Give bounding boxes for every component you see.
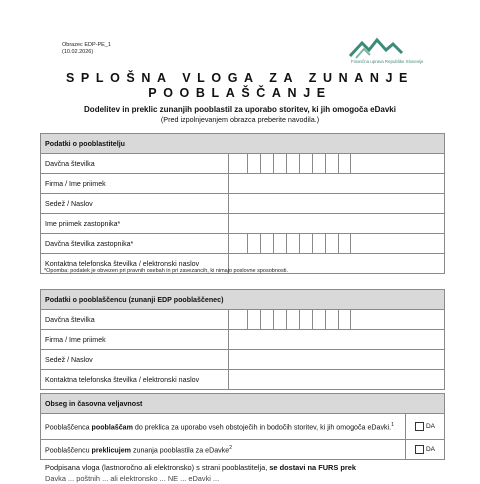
- section-header: Podatki o pooblastitelju: [41, 134, 445, 154]
- tax-number-input[interactable]: [229, 154, 445, 174]
- agent-name-input[interactable]: [229, 330, 445, 350]
- agent-contact-input[interactable]: [229, 370, 445, 390]
- revoke-checkbox[interactable]: DA: [406, 440, 445, 460]
- field-label: Davčna številka: [41, 310, 229, 330]
- field-label: Firma / Ime priimek: [41, 330, 229, 350]
- field-label: Sedež / Naslov: [41, 194, 229, 214]
- table-row: [41, 214, 445, 234]
- page-title-line2: POOBLAŠČANJE: [148, 86, 332, 100]
- fu-logo: [346, 36, 424, 70]
- footer-paragraph-line2: Davka ... poštnih ... ali elektronsko ... NE ... eDavki ...: [45, 474, 220, 483]
- table-row: [41, 310, 445, 330]
- mountains-logo-icon: [346, 36, 424, 60]
- field-label: Firma / Ime priimek: [41, 174, 229, 194]
- form-code: [62, 42, 111, 55]
- table-row: [41, 194, 445, 214]
- page-title-line1: SPLOŠNA VLOGA ZA ZUNANJE: [66, 71, 414, 85]
- agent-address-input[interactable]: [229, 350, 445, 370]
- agent-tax-number-input[interactable]: [229, 310, 445, 330]
- section-header: Podatki o pooblaščencu (zunanji EDP pooblaščenec): [41, 290, 445, 310]
- field-label: Davčna številka: [41, 154, 229, 174]
- checkbox-icon[interactable]: [415, 422, 424, 431]
- grant-checkbox[interactable]: DA: [406, 414, 445, 440]
- table-row: [41, 234, 445, 254]
- footer-paragraph: Podpisana vloga (lastnoročno ali elektronsko) s strani pooblastitelja, se dostavi na FURS prek: [45, 463, 356, 472]
- representative-tax-number-input[interactable]: [229, 234, 445, 254]
- name-input[interactable]: [229, 174, 445, 194]
- form-instruction-note: (Pred izpolnjevanjem obrazca preberite navodila.): [160, 115, 320, 124]
- field-label: Ime priimek zastopnika*: [41, 214, 229, 234]
- form-code-number: Obrazec EDP-PE_1: [62, 42, 111, 48]
- table-row: [41, 330, 445, 350]
- table-row: [41, 370, 445, 390]
- checkbox-icon[interactable]: [415, 445, 424, 454]
- form-code-date: (10.02.2026): [62, 48, 94, 55]
- field-label: Davčna številka zastopnika*: [41, 234, 229, 254]
- address-input[interactable]: [229, 194, 445, 214]
- logo-caption: Finančna uprava Republike Slovenije: [351, 59, 424, 64]
- table-row: [41, 174, 445, 194]
- revoke-text: Pooblaščencu preklicujem zunanja pooblastila za eDavke$^2$: [41, 440, 406, 460]
- scope-section: [40, 393, 445, 460]
- table-row: [41, 414, 445, 440]
- section-header: Obseg in časovna veljavnost: [41, 394, 445, 414]
- table-row: [41, 350, 445, 370]
- table-row: [41, 154, 445, 174]
- principal-section: [40, 133, 445, 274]
- field-label: Kontaktna telefonska številka / elektronski naslov: [41, 254, 229, 274]
- footnote: *Opomba: podatek je obvezen pri pravnih osebah in pri zavezancih, ki nimajo poslovne sposobnosti.: [44, 268, 288, 274]
- form-subtitle: Dodelitev in preklic zunanjih pooblastil za uporabo storitev, ki jih omogoča eDavki: [84, 105, 396, 114]
- agent-section: [40, 289, 445, 390]
- representative-name-input[interactable]: [229, 214, 445, 234]
- field-label: Sedež / Naslov: [41, 350, 229, 370]
- grant-text: Pooblaščenca pooblaščam do preklica za uporabo vseh obstoječih in bodočih storitev, ki jih omogoča eDavki.$^1$: [41, 414, 406, 440]
- field-label: Kontaktna telefonska številka / elektronski naslov: [41, 370, 229, 390]
- table-row: [41, 440, 445, 460]
